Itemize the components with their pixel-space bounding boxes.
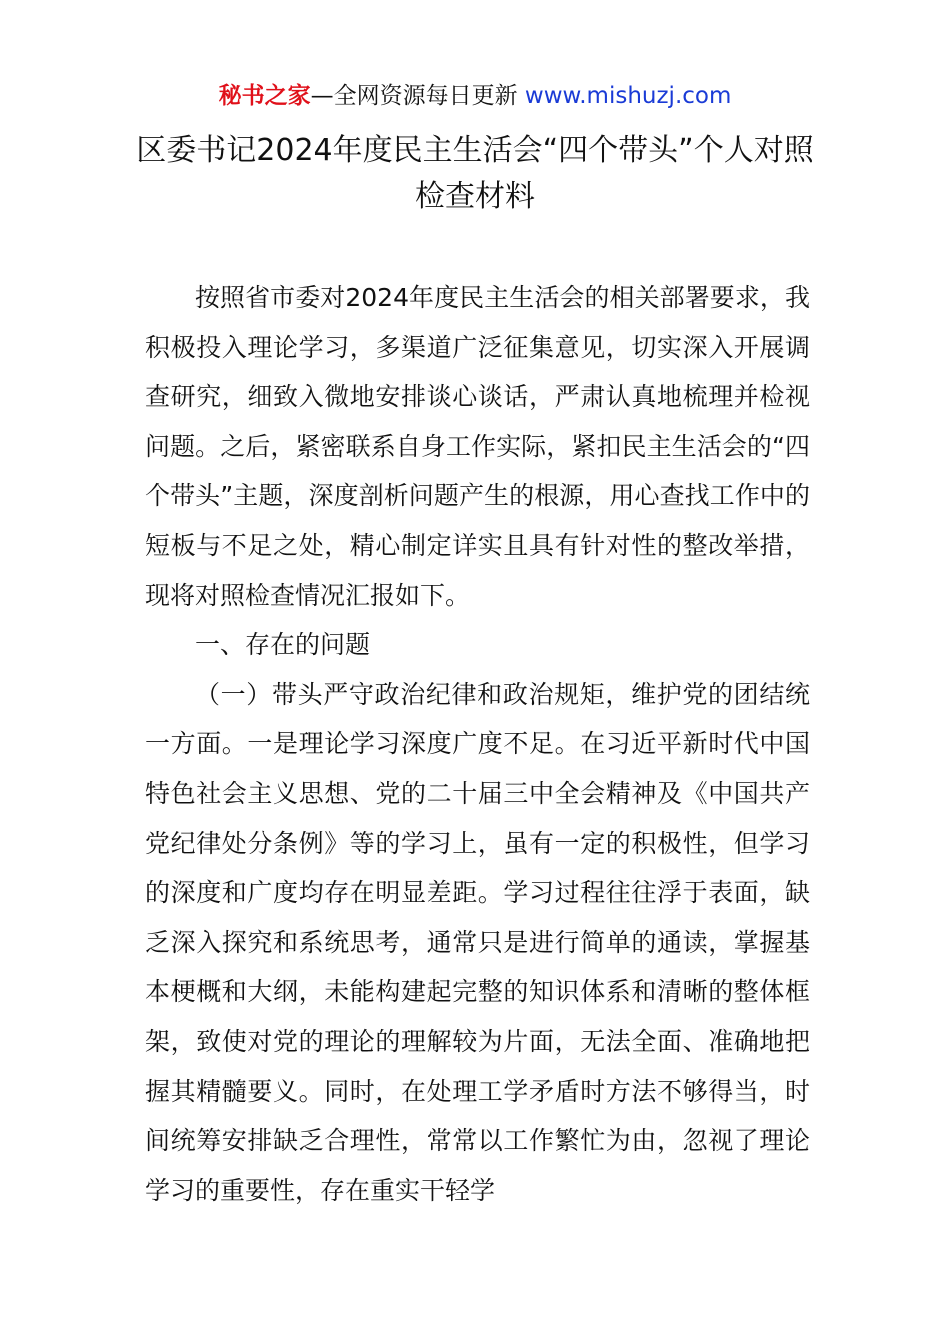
site-brand: 秘书之家 (218, 83, 311, 109)
site-tagline: —全网资源每日更新 (310, 83, 518, 109)
site-url-link[interactable]: www.mishuzj.com (524, 83, 732, 109)
body-paragraph: （一）带头严守政治纪律和政治规矩，维护党的团结统一方面。一是理论学习深度广度不足。在习近平新时代中国特色社会主义思想、党的二十届三中全会精神及《中国共产党纪律处分条例》等的学习上，虽有一定的积极性，但学习的深度和广度均存在明显差距。学习过程往往浮于表面，缺乏深入探究和系统思考，通常只是进行简单的通读，掌握基本梗概和大纲，未能构建起完整的知识体系和清晰的整体框架，致使对党的理论的理解较为片面，无法全面、准确地把握其精髓要义。同时，在处理工学矛盾时方法不够得当，时间统筹安排缺乏合理性，常常以工作繁忙为由，忽视了理论学习的重要性，存在重实干轻学 (145, 679, 810, 1205)
site-header (0, 80, 950, 112)
document-title: 区委书记2024年度民主生活会“四个带头”个人对照检查材料 (136, 133, 814, 214)
intro-paragraph: 按照省市委对2024年度民主生活会的相关部署要求，我积极投入理论学习，多渠道广泛征集意见，切实深入开展调查研究，细致入微地安排谈心谈话，严肃认真地梳理并检视问题。之后，紧密联系自身工作实际，紧扣民主生活会的“四个带头”主题，深度剖析问题产生的根源，用心查找工作中的短板与不足之处，精心制定详实且具有针对性的整改举措，现将对照检查情况汇报如下。 (145, 283, 810, 610)
section-heading: 一、存在的问题 (195, 630, 371, 660)
document-body (145, 273, 810, 1215)
